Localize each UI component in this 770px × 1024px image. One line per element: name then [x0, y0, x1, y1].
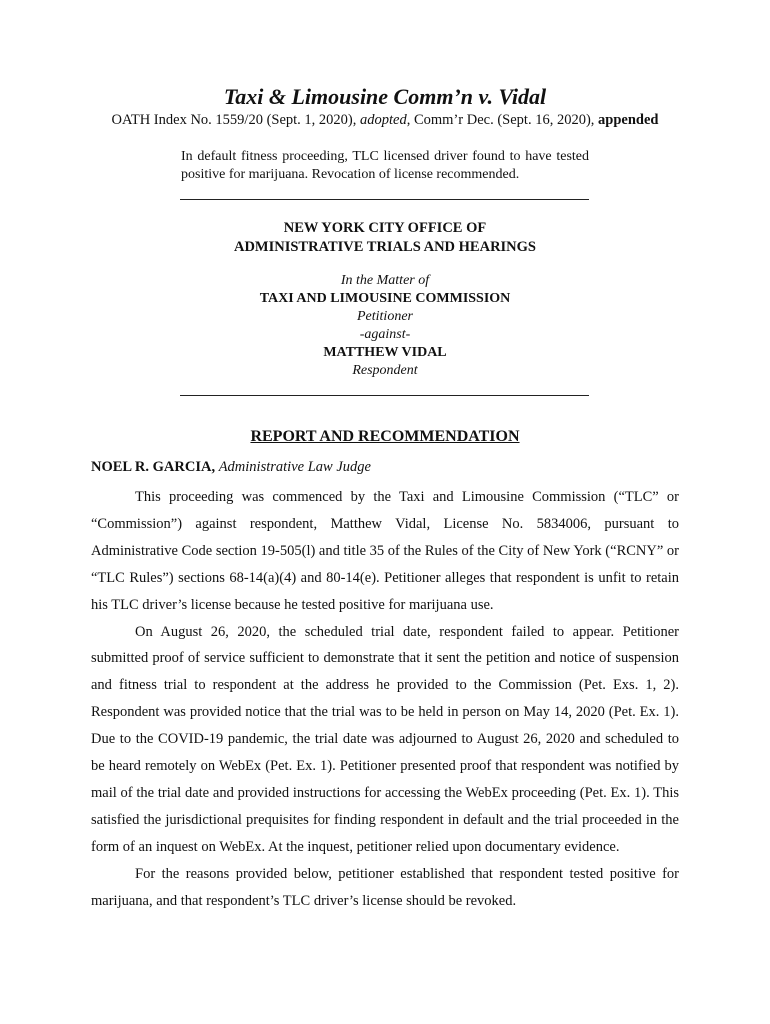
matter-caption [0, 272, 770, 380]
paragraph-1: This proceeding was commenced by the Taxi and Limousine Commission (“TLC” or “Commission”) against respondent, Matthew Vidal, License No. 5834006, pursuant to Administrative Code section 19-505(l) and title 35 of the Rules of the City of New York (“RCNY” or “TLC Rules”) sections 68-14(a)(4) and 80-14(e). Petitioner alleges that respondent is unfit to retain his TLC driver’s license because he tested positive for marijuana use. [91, 489, 679, 613]
paragraph-3: For the reasons provided below, petitioner established that respondent tested positive for marijuana, and that respondent’s TLC driver’s license should be revoked. [91, 865, 679, 909]
top-divider [180, 199, 589, 200]
petitioner-label: Petitioner [357, 309, 413, 324]
against-label: -against- [359, 327, 411, 342]
judge-name: NOEL R. GARCIA, [91, 459, 216, 475]
case-summary: In default fitness proceeding, TLC licensed driver found to have tested positive for marijuana. Revocation of license recommended. [181, 149, 589, 182]
paragraph-2: On August 26, 2020, the scheduled trial date, respondent failed to appear. Petitioner submitted proof of service sufficient to demonstrate that it sent the petition and notice of suspension and fitness trial to respondent at the address he provided to the Commission (Pet. Exs. 1, 2). Respondent was provided notice that the trial was to be held in person on May 14, 2020 (Pet. Ex. 1). Due to the COVID-19 pandemic, the trial date was adjourned to August 26, 2020 and scheduled to be heard remotely on WebEx (Pet. Ex. 1). Petitioner presented proof that respondent was notified by mail of the trial date and provided instructions for accessing the WebEx proceeding (Pet. Ex. 1). This satisfied the jurisdictional prequisites for finding respondent in default and the trial proceeded in the form of an inquest on WebEx. At the inquest, petitioner relied upon documentary evidence. [91, 623, 679, 855]
agency-name [0, 219, 770, 257]
citation-appended: appended [598, 112, 659, 128]
respondent-label: Respondent [352, 363, 418, 378]
report-heading: REPORT AND RECOMMENDATION [250, 428, 520, 445]
agency-line-1: NEW YORK CITY OFFICE OF [283, 220, 487, 236]
bottom-divider [180, 395, 589, 396]
citation-adopted: adopted [360, 112, 407, 128]
matter-intro: In the Matter of [340, 273, 430, 288]
citation-prefix: OATH Index No. 1559/20 (Sept. 1, 2020), [111, 112, 361, 128]
judge-line [91, 459, 371, 476]
petitioner-name: TAXI AND LIMOUSINE COMMISSION [259, 291, 511, 306]
report-body [91, 484, 679, 915]
citation-middle: , Comm’r Dec. (Sept. 16, 2020), [406, 112, 599, 128]
case-citation [0, 112, 770, 129]
respondent-name: MATTHEW VIDAL [323, 345, 447, 360]
judge-role: Administrative Law Judge [218, 459, 371, 475]
agency-line-2: ADMINISTRATIVE TRIALS AND HEARINGS [233, 239, 536, 255]
case-title: Taxi & Limousine Comm’n v. Vidal [223, 84, 547, 109]
